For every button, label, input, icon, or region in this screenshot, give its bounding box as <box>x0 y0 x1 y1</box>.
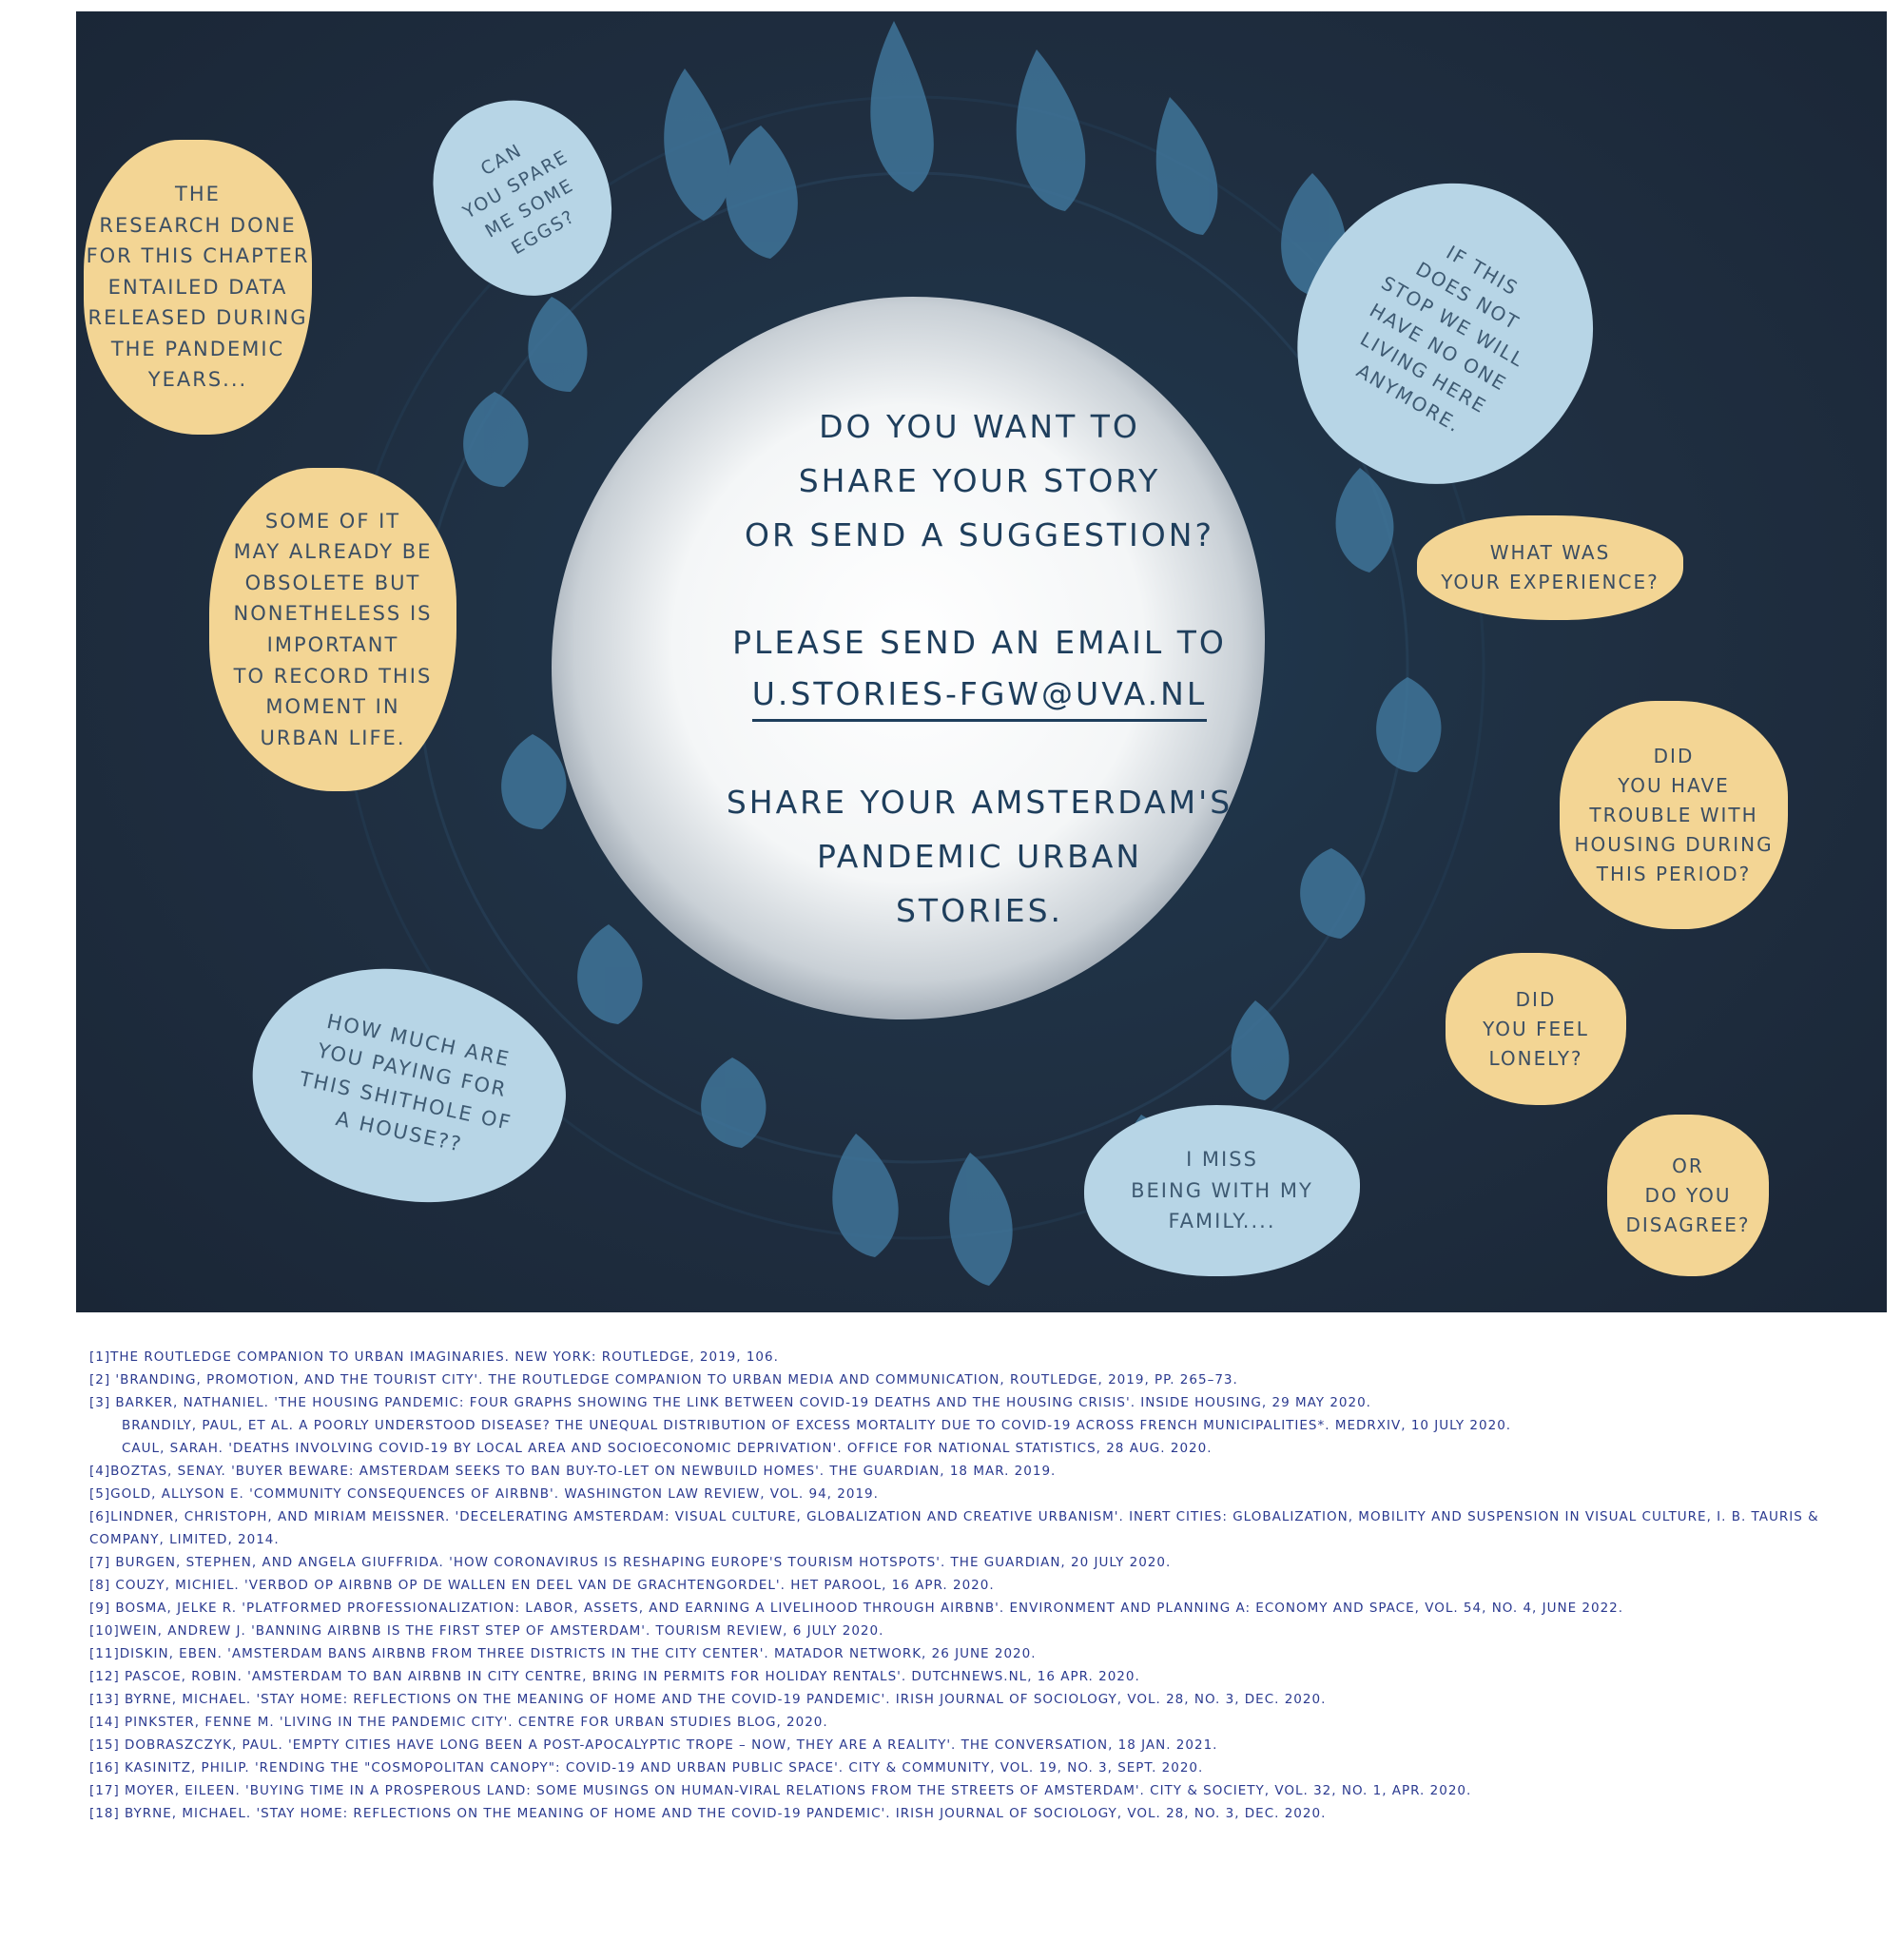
email-link[interactable]: U.STORIES-FGW@UVA.NL <box>752 670 1207 722</box>
reference-item: [18] BYRNE, MICHAEL. 'STAY HOME: REFLECTIONS ON THE MEANING OF HOME AND THE COVID-19 PANDEMIC'. IRISH JOURNAL OF SOCIOLOGY, VOL. 28, NO. 3, DEC. 2020. <box>89 1806 1327 1821</box>
reference-item: [17] MOYER, EILEEN. 'BUYING TIME IN A PROSPEROUS LAND: SOME MUSINGS ON HUMAN-VIRAL RELATIONS FROM THE STREETS OF AMSTERDAM'. CITY & SOCIETY, VOL. 32, NO. 1, APR. 2020. <box>89 1783 1472 1798</box>
reference-item: [4]BOZTAS, SENAY. 'BUYER BEWARE: AMSTERDAM SEEKS TO BAN BUY-TO-LET ON NEWBUILD HOMES'. THE GUARDIAN, 18 MAR. 2019. <box>89 1464 1057 1479</box>
bubble-family: I MISS BEING WITH MY FAMILY.... <box>1084 1105 1360 1276</box>
bubble-lonely: DID YOU FEEL LONELY? <box>1446 953 1626 1105</box>
email-prompt: PLEASE SEND AN EMAIL TO <box>732 624 1227 661</box>
reference-item: [15] DOBRASZCZYK, PAUL. 'EMPTY CITIES HAVE LONG BEEN A POST-APOCALYPTIC TROPE – NOW, THEY ARE A REALITY'. THE CONVERSATION, 18 JAN. 2021. <box>89 1737 1218 1753</box>
closing-text: SHARE YOUR AMSTERDAM'S PANDEMIC URBAN STORIES. <box>726 784 1233 929</box>
bubble-disagree: OR DO YOU DISAGREE? <box>1607 1115 1769 1276</box>
bubble-paying: HOW MUCH ARE YOU PAYING FOR THIS SHITHOLE OF A HOUSE?? <box>232 941 587 1230</box>
bubble-experience: WHAT WAS YOUR EXPERIENCE? <box>1417 515 1683 620</box>
reference-item: [5]GOLD, ALLYSON E. 'COMMUNITY CONSEQUENCES OF AIRBNB'. WASHINGTON LAW REVIEW, VOL. 94, 2019. <box>89 1486 879 1502</box>
reference-item: [16] KASINITZ, PHILIP. 'RENDING THE "COSMOPOLITAN CANOPY": COVID-19 AND URBAN PUBLIC SPACE'. CITY & COMMUNITY, VOL. 19, NO. 3, SEPT. 2020. <box>89 1760 1204 1776</box>
bubble-living: IF THIS DOES NOT STOP WE WILL HAVE NO ONE LIVING HERE ANYMORE. <box>1246 131 1645 537</box>
reference-item: [13] BYRNE, MICHAEL. 'STAY HOME: REFLECTIONS ON THE MEANING OF HOME AND THE COVID-19 PANDEMIC'. IRISH JOURNAL OF SOCIOLOGY, VOL. 28, NO. 3, DEC. 2020. <box>89 1692 1327 1707</box>
reference-item: [11]DISKIN, EBEN. 'AMSTERDAM BANS AIRBNB FROM THREE DISTRICTS IN THE CITY CENTER'. MATADOR NETWORK, 26 JUNE 2020. <box>89 1646 1037 1661</box>
reference-item: [9] BOSMA, JELKE R. 'PLATFORMED PROFESSIONALIZATION: LABOR, ASSETS, AND EARNING A LIVELIHOOD THROUGH AIRBNB'. ENVIRONMENT AND PLANNING A: ECONOMY AND SPACE, VOL. 54, NO. 4, JUNE 2022. <box>89 1601 1624 1616</box>
reference-item: CAUL, SARAH. 'DEATHS INVOLVING COVID-19 BY LOCAL AREA AND SOCIOECONOMIC DEPRIVATION'. OFFICE FOR NATIONAL STATISTICS, 28 AUG. 2020. <box>122 1441 1213 1456</box>
bubble-trouble: DID YOU HAVE TROUBLE WITH HOUSING DURING THIS PERIOD? <box>1560 701 1788 929</box>
bubble-research: THE RESEARCH DONE FOR THIS CHAPTER ENTAILED DATA RELEASED DURING THE PANDEMIC YEARS... <box>84 140 312 435</box>
reference-item: [7] BURGEN, STEPHEN, AND ANGELA GIUFFRIDA. 'HOW CORONAVIRUS IS RESHAPING EUROPE'S TOURISM HOTSPOTS'. THE GUARDIAN, 20 JULY 2020. <box>89 1555 1172 1570</box>
reference-item: [1]THE ROUTLEDGE COMPANION TO URBAN IMAGINARIES. NEW YORK: ROUTLEDGE, 2019, 106. <box>89 1349 779 1365</box>
reference-item: [8] COUZY, MICHIEL. 'VERBOD OP AIRBNB OP DE WALLEN EN DEEL VAN DE GRACHTENGORDEL'. HET PAROOL, 16 APR. 2020. <box>89 1578 995 1593</box>
call-to-action <box>666 399 1293 938</box>
reference-item: [14] PINKSTER, FENNE M. 'LIVING IN THE PANDEMIC CITY'. CENTRE FOR URBAN STUDIES BLOG, 2020. <box>89 1715 828 1730</box>
bubble-obsolete: SOME OF IT MAY ALREADY BE OBSOLETE BUT NONETHELESS IS IMPORTANT TO RECORD THIS MOMENT IN URBAN LIFE. <box>209 468 456 791</box>
reference-item: BRANDILY, PAUL, ET AL. A POORLY UNDERSTOOD DISEASE? THE UNEQUAL DISTRIBUTION OF EXCESS MORTALITY DUE TO COVID-19 ACROSS FRENCH MUNICIPALITIES*. MEDRXIV, 10 JULY 2020. <box>122 1418 1512 1433</box>
question-text: DO YOU WANT TO SHARE YOUR STORY OR SEND A SUGGESTION? <box>745 408 1214 553</box>
reference-item: [10]WEIN, ANDREW J. 'BANNING AIRBNB IS THE FIRST STEP OF AMSTERDAM'. TOURISM REVIEW, 6 JULY 2020. <box>89 1623 884 1639</box>
reference-item: [2] 'BRANDING, PROMOTION, AND THE TOURIST CITY'. THE ROUTLEDGE COMPANION TO URBAN MEDIA AND COMMUNICATION, ROUTLEDGE, 2019, PP. 265–73. <box>89 1372 1238 1388</box>
reference-item: [12] PASCOE, ROBIN. 'AMSTERDAM TO BAN AIRBNB IN CITY CENTRE, BRING IN PERMITS FOR HOLIDAY RENTALS'. DUTCHNEWS.NL, 16 APR. 2020. <box>89 1669 1140 1684</box>
references-list <box>89 1346 1877 1825</box>
reference-item: [6]LINDNER, CHRISTOPH, AND MIRIAM MEISSNER. 'DECELERATING AMSTERDAM: VISUAL CULTURE, GLOBALIZATION AND CREATIVE URBANISM'. INERT CITIES: GLOBALIZATION, MOBILITY AND SUSPENSION IN VISUAL CULTURE, I. B. TAURIS & COMPANY, LIMITED, 2014. <box>89 1509 1819 1547</box>
bubble-eggs: CAN YOU SPARE ME SOME EGGS? <box>399 68 648 326</box>
reference-item: [3] BARKER, NATHANIEL. 'THE HOUSING PANDEMIC: FOUR GRAPHS SHOWING THE LINK BETWEEN COVID-19 DEATHS AND THE HOUSING CRISIS'. INSIDE HOUSING, 29 MAY 2020. <box>89 1395 1371 1410</box>
illustration-panel <box>76 11 1887 1312</box>
